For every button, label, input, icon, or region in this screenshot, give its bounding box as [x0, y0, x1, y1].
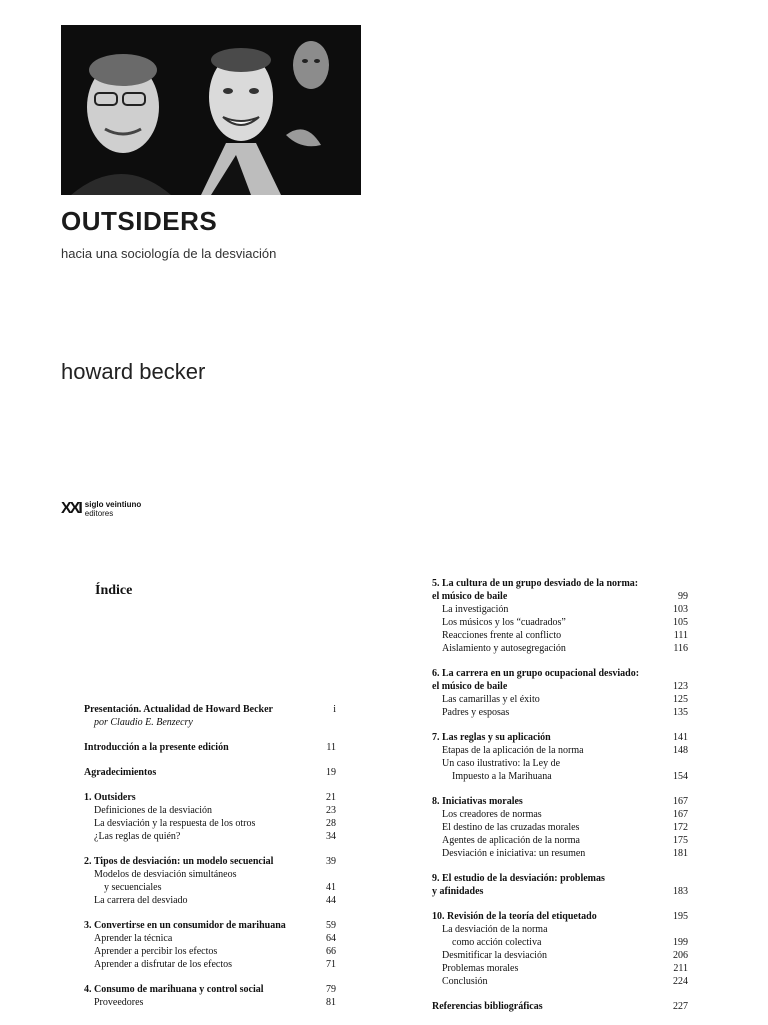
toc-row — [432, 808, 688, 821]
toc-row — [84, 919, 336, 932]
toc-row-page: 59 — [326, 920, 336, 931]
toc-row-page: 123 — [673, 681, 688, 692]
toc-entry — [84, 741, 336, 754]
toc-entry — [84, 703, 336, 729]
toc-row-page: 135 — [673, 707, 688, 718]
toc-row-title: 1. Outsiders — [84, 792, 136, 803]
toc-row — [84, 766, 336, 779]
toc-row-title: como acción colectiva — [452, 937, 542, 948]
toc-row — [432, 629, 688, 642]
toc-row-title: Padres y esposas — [442, 707, 510, 718]
toc-row-page: 41 — [326, 882, 336, 893]
toc-entry — [432, 667, 688, 719]
toc-row-page: 28 — [326, 818, 336, 829]
toc-row-page: 81 — [326, 997, 336, 1008]
toc-entry — [84, 766, 336, 779]
toc-row — [432, 667, 688, 680]
toc-row-page: 148 — [673, 745, 688, 756]
toc-row-page: 181 — [673, 848, 688, 859]
toc-row-page: 44 — [326, 895, 336, 906]
toc-row-title: Conclusión — [442, 976, 488, 987]
toc-row — [84, 741, 336, 754]
toc-row-title: Los músicos y los “cuadrados” — [442, 617, 566, 628]
toc-row-title: Desmitificar la desviación — [442, 950, 547, 961]
toc-row-title: y secuenciales — [104, 882, 162, 893]
publisher-block — [61, 500, 141, 518]
toc-row-title: ¿Las reglas de quién? — [94, 831, 181, 842]
toc-row-page: 199 — [673, 937, 688, 948]
toc-row-title: 2. Tipos de desviación: un modelo secuencial — [84, 856, 274, 867]
toc-row-title: Agentes de aplicación de la norma — [442, 835, 580, 846]
toc-row-page: 125 — [673, 694, 688, 705]
toc-row-page: 154 — [673, 771, 688, 782]
toc-row-page: 224 — [673, 976, 688, 987]
toc-row — [432, 616, 688, 629]
toc-row — [84, 791, 336, 804]
index-heading: Índice — [95, 583, 133, 598]
toc-row-title: 9. El estudio de la desviación: problemas — [432, 873, 605, 884]
toc-row — [84, 804, 336, 817]
toc-row — [84, 996, 336, 1009]
toc-row-title: y afinidades — [432, 886, 484, 897]
toc-row-title: 8. Iniciativas morales — [432, 796, 523, 807]
toc-left-column — [84, 703, 336, 1021]
toc-row-page: 211 — [673, 963, 688, 974]
toc-row-page: 99 — [678, 591, 688, 602]
toc-row-title: Aislamiento y autosegregación — [442, 643, 566, 654]
toc-row — [432, 1000, 688, 1013]
toc-row-page: 34 — [326, 831, 336, 842]
toc-row-page: 79 — [326, 984, 336, 995]
toc-row — [432, 693, 688, 706]
toc-row-page: 175 — [673, 835, 688, 846]
toc-row — [432, 603, 688, 616]
toc-entry — [84, 791, 336, 843]
publisher-name — [85, 500, 141, 518]
toc-row-title: 7. Las reglas y su aplicación — [432, 732, 551, 743]
toc-row-title: La carrera del desviado — [94, 895, 188, 906]
toc-row-page: 19 — [326, 767, 336, 778]
toc-row-title: Un caso ilustrativo: la Ley de — [442, 758, 561, 769]
publisher-logo: XXI — [61, 500, 81, 517]
toc-row-title: Problemas morales — [442, 963, 519, 974]
toc-row-title: La desviación de la norma — [442, 924, 548, 935]
toc-row — [432, 834, 688, 847]
toc-row-page: 39 — [326, 856, 336, 867]
toc-row-title: 5. La cultura de un grupo desviado de la norma: — [432, 578, 639, 589]
book-subtitle: hacia una sociología de la desviación — [61, 246, 277, 261]
toc-row — [432, 936, 688, 949]
toc-row — [432, 680, 688, 693]
cover-photo-image — [61, 25, 361, 195]
toc-row-title: Agradecimientos — [84, 767, 157, 778]
toc-entry — [84, 919, 336, 971]
toc-row — [432, 795, 688, 808]
toc-row-title: Aprender a percibir los efectos — [94, 946, 218, 957]
toc-row — [432, 770, 688, 783]
toc-row — [432, 744, 688, 757]
toc-row — [84, 830, 336, 843]
toc-row-page: 111 — [673, 630, 688, 641]
toc-entry — [84, 855, 336, 907]
cover-photo — [61, 25, 361, 195]
toc-row — [84, 703, 336, 716]
toc-row — [84, 983, 336, 996]
toc-row-title: La investigación — [442, 604, 509, 615]
publisher-name-line1: siglo veintiuno — [84, 500, 142, 509]
toc-row-title: Aprender la técnica — [94, 933, 173, 944]
toc-row-title: Etapas de la aplicación de la norma — [442, 745, 584, 756]
toc-row-page: 172 — [673, 822, 688, 833]
toc-entry — [432, 872, 688, 898]
toc-row — [432, 577, 688, 590]
toc-row-title: Aprender a disfrutar de los efectos — [94, 959, 232, 970]
toc-row-title: La desviación y la respuesta de los otros — [94, 818, 256, 829]
toc-row-title: 4. Consumo de marihuana y control social — [84, 984, 264, 995]
toc-row-title: el músico de baile — [432, 681, 508, 692]
toc-entry — [432, 1000, 688, 1013]
toc-row-page: 167 — [673, 796, 688, 807]
toc-row — [432, 731, 688, 744]
toc-row — [432, 910, 688, 923]
toc-row-page: 141 — [673, 732, 688, 743]
toc-row — [432, 923, 688, 936]
toc-row — [84, 868, 336, 881]
toc-row-title: el músico de baile — [432, 591, 508, 602]
toc-row-title: Reacciones frente al conflicto — [442, 630, 562, 641]
toc-row-title: Proveedores — [94, 997, 144, 1008]
toc-row — [84, 932, 336, 945]
toc-row-page: 105 — [673, 617, 688, 628]
toc-row-page: 116 — [673, 643, 688, 654]
toc-row-title: El destino de las cruzadas morales — [442, 822, 580, 833]
toc-row — [432, 949, 688, 962]
toc-row-title: 10. Revisión de la teoría del etiquetado — [432, 911, 597, 922]
toc-row-page: 23 — [326, 805, 336, 816]
toc-row — [432, 885, 688, 898]
toc-row-page: 167 — [673, 809, 688, 820]
toc-entry — [432, 910, 688, 988]
toc-right-column — [432, 577, 688, 1025]
toc-row-page: 227 — [673, 1001, 688, 1012]
toc-row-title: Desviación e iniciativa: un resumen — [442, 848, 586, 859]
toc-row — [432, 847, 688, 860]
toc-row-page: 64 — [326, 933, 336, 944]
toc-row — [432, 706, 688, 719]
toc-row-page: 11 — [326, 742, 336, 753]
toc-row — [432, 757, 688, 770]
toc-row — [432, 975, 688, 988]
toc-row — [84, 894, 336, 907]
toc-row-title: Los creadores de normas — [442, 809, 542, 820]
toc-row-title: Presentación. Actualidad de Howard Becker — [84, 704, 273, 715]
toc-row-title: Referencias bibliográficas — [432, 1001, 543, 1012]
toc-entry — [432, 795, 688, 860]
toc-row-title: Introducción a la presente edición — [84, 742, 229, 753]
toc-entry — [432, 731, 688, 783]
toc-row-page: 71 — [326, 959, 336, 970]
toc-row-page: 206 — [673, 950, 688, 961]
toc-row — [432, 962, 688, 975]
toc-entry — [432, 577, 688, 655]
toc-row — [432, 821, 688, 834]
toc-row-title: por Claudio E. Benzecry — [94, 717, 193, 728]
toc-row — [84, 855, 336, 868]
toc-row-page: 66 — [326, 946, 336, 957]
toc-row-title: Impuesto a la Marihuana — [452, 771, 552, 782]
toc-row-page: 183 — [673, 886, 688, 897]
toc-row — [84, 817, 336, 830]
toc-row-page: 195 — [673, 911, 688, 922]
toc-row — [432, 642, 688, 655]
toc-row — [432, 872, 688, 885]
book-author: howard becker — [61, 359, 206, 384]
toc-row-title: 3. Convertirse en un consumidor de marihuana — [84, 920, 286, 931]
toc-row-title: 6. La carrera en un grupo ocupacional desviado: — [432, 668, 640, 679]
toc-row-page: i — [333, 704, 336, 715]
toc-row — [84, 881, 336, 894]
toc-entry — [84, 983, 336, 1009]
toc-row-title: Modelos de desviación simultáneos — [94, 869, 237, 880]
toc-row — [432, 590, 688, 603]
toc-row — [84, 958, 336, 971]
toc-row-page: 21 — [326, 792, 336, 803]
toc-row-title: Las camarillas y el éxito — [442, 694, 540, 705]
book-title: OUTSIDERS — [61, 206, 218, 236]
publisher-name-line2: editores — [84, 509, 114, 518]
toc-row — [84, 945, 336, 958]
toc-row-page: 103 — [673, 604, 688, 615]
toc-row-title: Definiciones de la desviación — [94, 805, 213, 816]
toc-row — [84, 716, 336, 729]
